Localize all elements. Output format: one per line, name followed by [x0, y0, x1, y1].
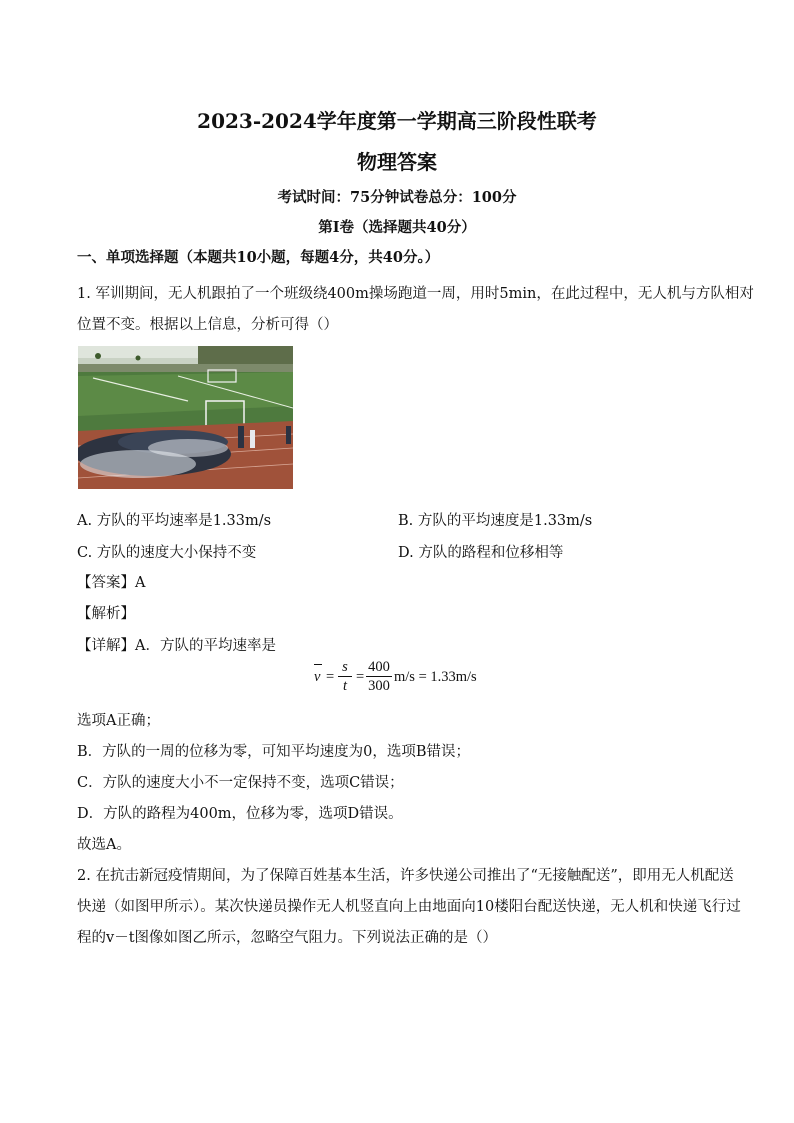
q1-line-d: D．方队的路程为400m，位移为零，选项D错误。 — [77, 806, 403, 822]
formula-fraction-400-300 — [366, 658, 392, 695]
q1-line-c: C．方队的速度大小不一定保持不变，选项C错误； — [77, 775, 404, 791]
formula-result: m/s = 1.33m/s — [394, 669, 477, 685]
marching-photo — [78, 346, 293, 489]
q1-option-b: B. 方队的平均速度是1.33m/s — [398, 513, 593, 529]
q1-stem-line1: 1. 军训期间，无人机跟拍了一个班级绕400m操场跑道一周，用时5min，在此过程中，无人机与方队相对 — [77, 286, 754, 302]
q1-option-a: A. 方队的平均速率是1.33m/s — [77, 513, 272, 529]
q1-conclusion: 故选A。 — [77, 837, 131, 853]
formula-eq1: = — [326, 669, 335, 685]
average-speed-formula — [312, 656, 512, 700]
q1-line-b: B．方队的一周的位移为零，可知平均速度为0，选项B错误； — [77, 744, 471, 760]
formula-eq2: = — [356, 669, 365, 685]
formula-t: t — [342, 678, 348, 694]
q1-option-d: D. 方队的路程和位移相等 — [398, 545, 564, 561]
q1-detail: 【详解】A．方队的平均速率是 — [77, 638, 276, 654]
q1-analysis-label: 【解析】 — [77, 606, 135, 622]
formula-s: s — [338, 658, 352, 677]
formula-v: v — [314, 669, 321, 685]
exam-info: 考试时间：75分钟试卷总分：100分 — [277, 189, 517, 206]
formula-fraction-s-t — [338, 658, 352, 695]
q1-stem-line2: 位置不变。根据以上信息，分析可得（） — [77, 317, 338, 333]
exam-title: 2023-2024学年度第一学期高三阶段性联考 — [197, 109, 597, 133]
q2-line3: 程的v－t图像如图乙所示，忽略空气阻力。下列说法正确的是（） — [77, 930, 498, 946]
exam-subtitle: 物理答案 — [357, 150, 437, 174]
q1-option-c: C. 方队的速度大小保持不变 — [77, 545, 257, 561]
q1-answer: 【答案】A — [77, 575, 146, 591]
q2-line2: 快递（如图甲所示）。某次快递员操作无人机竖直向上由地面向10楼阳台配送快递，无人机和快递飞行过 — [77, 899, 741, 915]
formula-num: 400 — [366, 658, 392, 677]
overline-bar — [314, 664, 322, 665]
q1-line-a: 选项A正确； — [77, 713, 160, 729]
q2-line1: 2. 在抗击新冠疫情期间，为了保障百姓基本生活，许多快递公司推出了“无接触配送”，即用无人机配送 — [77, 868, 734, 884]
section-heading: 一、单项选择题（本题共10小题，每题4分，共40分。） — [77, 249, 440, 266]
formula-den: 300 — [368, 678, 390, 694]
volume-heading: 第Ⅰ卷（选择题共40分） — [318, 219, 476, 236]
